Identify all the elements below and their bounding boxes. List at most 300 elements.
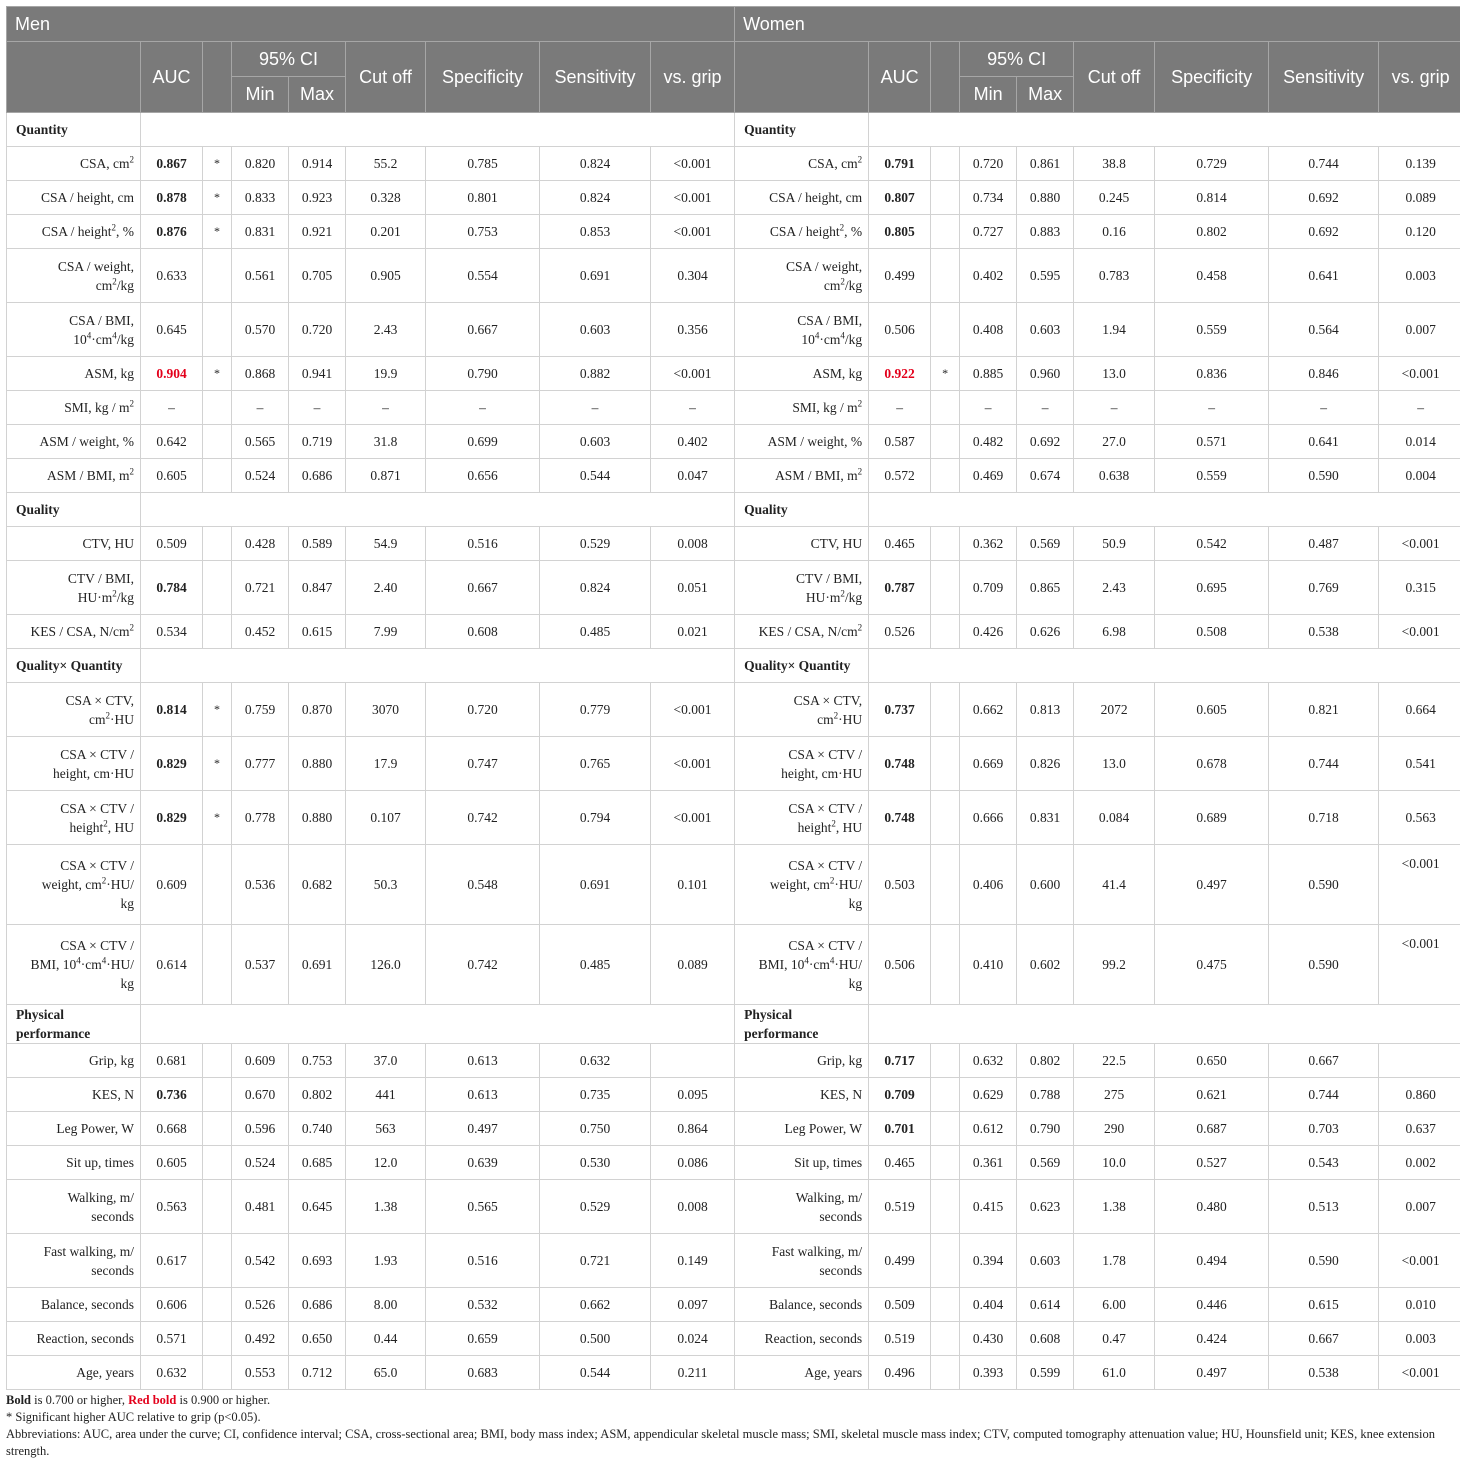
women-ci-min-cell: 0.720 — [960, 147, 1017, 181]
men-row-label: Age, years — [7, 1356, 141, 1390]
men-section-title: Physical performance — [7, 1005, 141, 1044]
women-ci-max-cell: – — [1017, 391, 1074, 425]
women-significance-cell — [931, 425, 960, 459]
women-sensitivity-cell: 0.590 — [1269, 1234, 1379, 1288]
men-specificity-cell: 0.790 — [426, 357, 540, 391]
women-cutoff-cell: 1.38 — [1074, 1180, 1155, 1234]
men-ci-max-cell: 0.691 — [289, 925, 346, 1005]
table-row — [7, 391, 1460, 425]
men-auc-cell: 0.509 — [141, 527, 203, 561]
men-ci-min-cell: 0.831 — [232, 215, 289, 249]
women-vs-grip-cell: <0.001 — [1379, 615, 1460, 649]
table-row — [7, 147, 1460, 181]
women-cutoff-cell: 2.43 — [1074, 561, 1155, 615]
women-cutoff-cell: 2072 — [1074, 683, 1155, 737]
women-ci-min-cell: 0.426 — [960, 615, 1017, 649]
women-ci-max-cell: 0.883 — [1017, 215, 1074, 249]
women-row-label: CSA × CTV / BMI, $10^4\cdot cm^4\cdot HU/$ kg — [735, 925, 869, 1005]
men-significance-cell — [203, 303, 232, 357]
women-significance-cell: * — [931, 357, 960, 391]
women-cutoff-cell: 6.00 — [1074, 1288, 1155, 1322]
men-auc-cell: 0.609 — [141, 845, 203, 925]
men-auc-cell: 0.633 — [141, 249, 203, 303]
women-row-label: KES / CSA, $N/cm^2$ — [735, 615, 869, 649]
men-ci-min-cell: 0.542 — [232, 1234, 289, 1288]
women-row-label: Reaction, seconds — [735, 1322, 869, 1356]
men-auc-cell: 0.605 — [141, 1146, 203, 1180]
women-ci-min-cell: 0.394 — [960, 1234, 1017, 1288]
men-ci-max-cell: 0.615 — [289, 615, 346, 649]
women-auc-cell: 0.922 — [869, 357, 931, 391]
women-cutoff-cell: 6.98 — [1074, 615, 1155, 649]
men-ci-max-cell: 0.870 — [289, 683, 346, 737]
men-specificity-cell: 0.497 — [426, 1112, 540, 1146]
men-sensitivity-header: Sensitivity — [540, 42, 651, 113]
women-cutoff-cell: 0.783 — [1074, 249, 1155, 303]
women-cutoff-cell: 22.5 — [1074, 1044, 1155, 1078]
table-row — [7, 527, 1460, 561]
men-row-label: CSA × CTV / height$^2$, HU — [7, 791, 141, 845]
table-row — [7, 303, 1460, 357]
men-ci-min-cell: 0.561 — [232, 249, 289, 303]
men-cutoff-cell: 12.0 — [346, 1146, 426, 1180]
women-ci-max-cell: 0.826 — [1017, 737, 1074, 791]
women-row-label: Grip, kg — [735, 1044, 869, 1078]
women-ci-min-cell: 0.361 — [960, 1146, 1017, 1180]
section-header-row — [7, 493, 1460, 527]
women-ci-min-cell: 0.727 — [960, 215, 1017, 249]
women-vs-grip-cell: 0.003 — [1379, 249, 1460, 303]
men-significance-cell — [203, 1078, 232, 1112]
men-significance-cell — [203, 925, 232, 1005]
men-cutoff-cell: 31.8 — [346, 425, 426, 459]
men-specificity-cell: 0.699 — [426, 425, 540, 459]
men-ci-min-cell: 0.452 — [232, 615, 289, 649]
women-specificity-cell: 0.571 — [1155, 425, 1269, 459]
men-ci-min-cell: 0.777 — [232, 737, 289, 791]
men-specificity-cell: 0.639 — [426, 1146, 540, 1180]
women-auc-cell: 0.587 — [869, 425, 931, 459]
men-specificity-cell: 0.659 — [426, 1322, 540, 1356]
men-auc-cell: 0.814 — [141, 683, 203, 737]
women-ci-max-cell: 0.802 — [1017, 1044, 1074, 1078]
men-specificity-cell: – — [426, 391, 540, 425]
men-significance-cell — [203, 1146, 232, 1180]
women-cutoff-cell: 1.78 — [1074, 1234, 1155, 1288]
men-row-label: CTV / BMI, $HU\cdot m^2/kg$ — [7, 561, 141, 615]
section-header-row — [7, 113, 1460, 147]
men-ci-max-header: Max — [289, 77, 346, 113]
women-ci-max-cell: 0.595 — [1017, 249, 1074, 303]
women-cutoff-cell: 99.2 — [1074, 925, 1155, 1005]
men-specificity-cell: 0.753 — [426, 215, 540, 249]
women-ci-max-cell: 0.569 — [1017, 1146, 1074, 1180]
women-row-label: Fast walking, m/ seconds — [735, 1234, 869, 1288]
men-row-label: ASM, kg — [7, 357, 141, 391]
women-ci-max-cell: 0.608 — [1017, 1322, 1074, 1356]
women-row-label: CSA / height$^2$, % — [735, 215, 869, 249]
women-ci-max-cell: 0.623 — [1017, 1180, 1074, 1234]
women-ci-max-cell: 0.600 — [1017, 845, 1074, 925]
men-ci-max-cell: 0.645 — [289, 1180, 346, 1234]
men-sensitivity-cell: 0.544 — [540, 1356, 651, 1390]
men-ci-min-cell: 0.428 — [232, 527, 289, 561]
men-row-label: Fast walking, m/ seconds — [7, 1234, 141, 1288]
men-ci-max-cell: 0.589 — [289, 527, 346, 561]
women-ci-min-cell: 0.734 — [960, 181, 1017, 215]
women-ci-header: 95% CI — [960, 42, 1074, 77]
section-header-row — [7, 1005, 1460, 1044]
men-auc-cell: 0.878 — [141, 181, 203, 215]
men-ci-min-cell: 0.524 — [232, 459, 289, 493]
men-ci-min-cell: 0.536 — [232, 845, 289, 925]
men-row-label: KES, N — [7, 1078, 141, 1112]
men-significance-cell — [203, 1044, 232, 1078]
men-row-label: CSA, $cm^2$ — [7, 147, 141, 181]
men-specificity-cell: 0.613 — [426, 1078, 540, 1112]
women-ci-min-cell: 0.415 — [960, 1180, 1017, 1234]
men-auc-cell: 0.617 — [141, 1234, 203, 1288]
men-sensitivity-cell: 0.530 — [540, 1146, 651, 1180]
men-ci-max-cell: 0.923 — [289, 181, 346, 215]
men-cutoff-cell: 54.9 — [346, 527, 426, 561]
women-specificity-cell: 0.650 — [1155, 1044, 1269, 1078]
men-specificity-cell: 0.785 — [426, 147, 540, 181]
men-specificity-cell: 0.742 — [426, 791, 540, 845]
men-ci-max-cell: 0.686 — [289, 1288, 346, 1322]
men-row-label: CSA / BMI, $10^4\cdot cm^4/kg$ — [7, 303, 141, 357]
women-ci-max-cell: 0.602 — [1017, 925, 1074, 1005]
men-specificity-cell: 0.742 — [426, 925, 540, 1005]
women-sensitivity-cell: 0.538 — [1269, 615, 1379, 649]
men-sensitivity-cell: 0.721 — [540, 1234, 651, 1288]
men-row-label: CTV, HU — [7, 527, 141, 561]
men-vs-grip-cell: 0.356 — [651, 303, 735, 357]
women-row-label: Sit up, times — [735, 1146, 869, 1180]
men-significance-cell — [203, 1356, 232, 1390]
women-significance-cell — [931, 1044, 960, 1078]
women-ci-max-cell: 0.674 — [1017, 459, 1074, 493]
women-section-filler — [869, 1005, 1460, 1044]
women-cutoff-cell: 13.0 — [1074, 737, 1155, 791]
women-significance-cell — [931, 925, 960, 1005]
men-significance-cell — [203, 425, 232, 459]
men-cutoff-cell: 126.0 — [346, 925, 426, 1005]
table-row — [7, 1146, 1460, 1180]
table-row — [7, 425, 1460, 459]
men-significance-cell — [203, 1112, 232, 1146]
men-vs-grip-cell: <0.001 — [651, 737, 735, 791]
men-ci-header: 95% CI — [232, 42, 346, 77]
men-auc-cell: 0.563 — [141, 1180, 203, 1234]
women-vs-grip-cell: <0.001 — [1379, 925, 1460, 1005]
women-ci-min-cell: 0.402 — [960, 249, 1017, 303]
women-cutoff-cell: 0.084 — [1074, 791, 1155, 845]
table-body — [7, 113, 1460, 1390]
men-sensitivity-cell: 0.485 — [540, 925, 651, 1005]
women-sensitivity-cell: 0.590 — [1269, 925, 1379, 1005]
women-ci-min-cell: 0.709 — [960, 561, 1017, 615]
women-significance-cell — [931, 1322, 960, 1356]
women-ci-max-cell: 0.614 — [1017, 1288, 1074, 1322]
women-sensitivity-cell: 0.703 — [1269, 1112, 1379, 1146]
men-cutoff-cell: 50.3 — [346, 845, 426, 925]
men-significance-cell: * — [203, 737, 232, 791]
women-specificity-cell: 0.497 — [1155, 845, 1269, 925]
men-auc-cell: – — [141, 391, 203, 425]
men-vs-grip-cell: 0.864 — [651, 1112, 735, 1146]
women-specificity-cell: 0.446 — [1155, 1288, 1269, 1322]
men-ci-max-cell: 0.941 — [289, 357, 346, 391]
women-significance-cell — [931, 845, 960, 925]
men-ci-max-cell: 0.719 — [289, 425, 346, 459]
women-specificity-cell: 0.729 — [1155, 147, 1269, 181]
women-row-label: ASM, kg — [735, 357, 869, 391]
women-label-header — [735, 42, 869, 113]
men-auc-cell: 0.736 — [141, 1078, 203, 1112]
women-ci-min-cell: 0.408 — [960, 303, 1017, 357]
women-vs-grip-header: vs. grip — [1379, 42, 1460, 113]
women-auc-cell: 0.465 — [869, 527, 931, 561]
men-ci-max-cell: 0.847 — [289, 561, 346, 615]
men-sensitivity-cell: 0.853 — [540, 215, 651, 249]
men-specificity-cell: 0.720 — [426, 683, 540, 737]
table-row — [7, 683, 1460, 737]
men-cutoff-cell: 563 — [346, 1112, 426, 1146]
men-row-label: Walking, m/ seconds — [7, 1180, 141, 1234]
men-ci-min-cell: 0.721 — [232, 561, 289, 615]
men-cutoff-cell: 0.44 — [346, 1322, 426, 1356]
women-section-title: Physical performance — [735, 1005, 869, 1044]
women-vs-grip-cell: 0.664 — [1379, 683, 1460, 737]
men-specificity-cell: 0.667 — [426, 303, 540, 357]
men-specificity-cell: 0.683 — [426, 1356, 540, 1390]
men-star-header — [203, 42, 232, 113]
men-ci-max-cell: 0.682 — [289, 845, 346, 925]
women-auc-header: AUC — [869, 42, 931, 113]
men-sensitivity-cell: 0.765 — [540, 737, 651, 791]
women-ci-max-cell: 0.960 — [1017, 357, 1074, 391]
men-cutoff-cell: 0.201 — [346, 215, 426, 249]
women-ci-max-cell: 0.569 — [1017, 527, 1074, 561]
women-sensitivity-cell: 0.538 — [1269, 1356, 1379, 1390]
women-specificity-cell: 0.836 — [1155, 357, 1269, 391]
men-vs-grip-cell: 0.051 — [651, 561, 735, 615]
men-sensitivity-cell: 0.529 — [540, 527, 651, 561]
women-sensitivity-cell: 0.744 — [1269, 1078, 1379, 1112]
men-vs-grip-cell: 0.047 — [651, 459, 735, 493]
women-ci-max-cell: 0.599 — [1017, 1356, 1074, 1390]
men-vs-grip-cell: 0.089 — [651, 925, 735, 1005]
men-ci-max-cell: 0.914 — [289, 147, 346, 181]
men-vs-grip-cell: 0.304 — [651, 249, 735, 303]
table-row — [7, 561, 1460, 615]
men-ci-max-cell: 0.880 — [289, 791, 346, 845]
women-row-label: CTV / BMI, $HU\cdot m^2/kg$ — [735, 561, 869, 615]
women-auc-cell: 0.465 — [869, 1146, 931, 1180]
men-row-label: Grip, kg — [7, 1044, 141, 1078]
women-sensitivity-cell: 0.641 — [1269, 425, 1379, 459]
men-sensitivity-cell: 0.603 — [540, 303, 651, 357]
women-cutoff-cell: 27.0 — [1074, 425, 1155, 459]
table-notes — [6, 1392, 1455, 1460]
table-row — [7, 357, 1460, 391]
women-ci-min-cell: 0.362 — [960, 527, 1017, 561]
men-sensitivity-cell: 0.500 — [540, 1322, 651, 1356]
women-cutoff-cell: 0.245 — [1074, 181, 1155, 215]
men-auc-cell: 0.829 — [141, 737, 203, 791]
men-cutoff-cell: 1.38 — [346, 1180, 426, 1234]
women-ci-min-cell: 0.482 — [960, 425, 1017, 459]
men-sensitivity-cell: 0.691 — [540, 845, 651, 925]
women-vs-grip-cell: 0.139 — [1379, 147, 1460, 181]
women-significance-cell — [931, 737, 960, 791]
women-ci-min-cell: 0.410 — [960, 925, 1017, 1005]
men-label-header — [7, 42, 141, 113]
men-significance-cell — [203, 561, 232, 615]
men-specificity-cell: 0.613 — [426, 1044, 540, 1078]
women-auc-cell: 0.787 — [869, 561, 931, 615]
women-ci-max-header: Max — [1017, 77, 1074, 113]
men-auc-cell: 0.614 — [141, 925, 203, 1005]
women-sensitivity-cell: 0.769 — [1269, 561, 1379, 615]
women-auc-cell: – — [869, 391, 931, 425]
table-row — [7, 1044, 1460, 1078]
women-cutoff-cell: 50.9 — [1074, 527, 1155, 561]
men-row-label: Reaction, seconds — [7, 1322, 141, 1356]
men-row-label: CSA × CTV / height, cm·HU — [7, 737, 141, 791]
men-ci-max-cell: 0.705 — [289, 249, 346, 303]
men-ci-min-cell: 0.759 — [232, 683, 289, 737]
men-significance-cell — [203, 1234, 232, 1288]
women-ci-min-cell: 0.469 — [960, 459, 1017, 493]
men-auc-cell: 0.681 — [141, 1044, 203, 1078]
women-cutoff-cell: 13.0 — [1074, 357, 1155, 391]
men-cutoff-cell: 37.0 — [346, 1044, 426, 1078]
women-auc-cell: 0.509 — [869, 1288, 931, 1322]
women-ci-max-cell: 0.692 — [1017, 425, 1074, 459]
men-sensitivity-cell: 0.603 — [540, 425, 651, 459]
table-row — [7, 215, 1460, 249]
women-row-label: CTV, HU — [735, 527, 869, 561]
women-auc-cell: 0.791 — [869, 147, 931, 181]
women-significance-cell — [931, 459, 960, 493]
women-cutoff-cell: 61.0 — [1074, 1356, 1155, 1390]
men-auc-cell: 0.668 — [141, 1112, 203, 1146]
men-section-title: Quality× Quantity — [7, 649, 141, 683]
women-cutoff-cell: 10.0 — [1074, 1146, 1155, 1180]
women-section-title: Quality — [735, 493, 869, 527]
men-cutoff-cell: 2.40 — [346, 561, 426, 615]
men-auc-cell: 0.867 — [141, 147, 203, 181]
men-ci-min-cell: 0.833 — [232, 181, 289, 215]
women-sensitivity-cell: 0.692 — [1269, 181, 1379, 215]
women-cutoff-cell: – — [1074, 391, 1155, 425]
men-ci-max-cell: 0.880 — [289, 737, 346, 791]
men-ci-max-cell: 0.720 — [289, 303, 346, 357]
women-significance-cell — [931, 1146, 960, 1180]
men-vs-grip-cell: <0.001 — [651, 683, 735, 737]
men-ci-max-cell: – — [289, 391, 346, 425]
women-ci-min-header: Min — [960, 77, 1017, 113]
women-sensitivity-cell: 0.718 — [1269, 791, 1379, 845]
men-specificity-cell: 0.516 — [426, 1234, 540, 1288]
table-row — [7, 1180, 1460, 1234]
men-vs-grip-header: vs. grip — [651, 42, 735, 113]
women-significance-cell — [931, 147, 960, 181]
women-significance-cell — [931, 791, 960, 845]
women-star-header — [931, 42, 960, 113]
men-cutoff-cell: 441 — [346, 1078, 426, 1112]
men-vs-grip-cell: 0.402 — [651, 425, 735, 459]
men-row-label: KES / CSA, $N/cm^2$ — [7, 615, 141, 649]
women-row-label: Leg Power, W — [735, 1112, 869, 1146]
women-auc-cell: 0.496 — [869, 1356, 931, 1390]
red-legend-word: Red bold — [128, 1393, 177, 1407]
women-row-label: KES, N — [735, 1078, 869, 1112]
men-auc-cell: 0.642 — [141, 425, 203, 459]
men-row-label: CSA / weight, $cm^2/kg$ — [7, 249, 141, 303]
women-section-title: Quantity — [735, 113, 869, 147]
women-sensitivity-cell: 0.821 — [1269, 683, 1379, 737]
women-vs-grip-cell: 0.007 — [1379, 1180, 1460, 1234]
men-sensitivity-cell: 0.882 — [540, 357, 651, 391]
table-row — [7, 459, 1460, 493]
women-sensitivity-cell: 0.513 — [1269, 1180, 1379, 1234]
women-significance-cell — [931, 391, 960, 425]
men-vs-grip-cell: <0.001 — [651, 147, 735, 181]
women-specificity-header: Specificity — [1155, 42, 1269, 113]
table-row — [7, 737, 1460, 791]
table-row — [7, 1234, 1460, 1288]
women-specificity-cell: 0.497 — [1155, 1356, 1269, 1390]
women-ci-min-cell: 0.669 — [960, 737, 1017, 791]
men-ci-max-cell: 0.740 — [289, 1112, 346, 1146]
men-ci-min-cell: 0.537 — [232, 925, 289, 1005]
women-ci-min-cell: 0.404 — [960, 1288, 1017, 1322]
men-section-filler — [141, 649, 735, 683]
men-cutoff-cell: 19.9 — [346, 357, 426, 391]
women-ci-min-cell: 0.662 — [960, 683, 1017, 737]
men-vs-grip-cell: 0.149 — [651, 1234, 735, 1288]
table-row — [7, 615, 1460, 649]
women-row-label: CSA × CTV / height$^2$, HU — [735, 791, 869, 845]
men-cutoff-cell: – — [346, 391, 426, 425]
women-vs-grip-cell: 0.120 — [1379, 215, 1460, 249]
women-row-label: Age, years — [735, 1356, 869, 1390]
women-specificity-cell: 0.527 — [1155, 1146, 1269, 1180]
men-ci-min-cell: 0.524 — [232, 1146, 289, 1180]
men-ci-min-cell: 0.868 — [232, 357, 289, 391]
men-cutoff-cell: 0.871 — [346, 459, 426, 493]
women-auc-cell: 0.499 — [869, 249, 931, 303]
women-auc-cell: 0.805 — [869, 215, 931, 249]
men-sensitivity-cell: 0.662 — [540, 1288, 651, 1322]
men-significance-cell: * — [203, 357, 232, 391]
women-significance-cell — [931, 303, 960, 357]
women-row-label: CSA / height, cm — [735, 181, 869, 215]
men-sensitivity-cell: 0.485 — [540, 615, 651, 649]
women-row-label: CSA / weight, $cm^2/kg$ — [735, 249, 869, 303]
women-auc-cell: 0.701 — [869, 1112, 931, 1146]
men-sensitivity-cell: 0.632 — [540, 1044, 651, 1078]
section-header-row — [7, 649, 1460, 683]
table-row — [7, 249, 1460, 303]
men-row-label: CSA × CTV, $cm^2\cdot HU$ — [7, 683, 141, 737]
women-cutoff-cell: 290 — [1074, 1112, 1155, 1146]
men-auc-cell: 0.534 — [141, 615, 203, 649]
women-auc-cell: 0.499 — [869, 1234, 931, 1288]
